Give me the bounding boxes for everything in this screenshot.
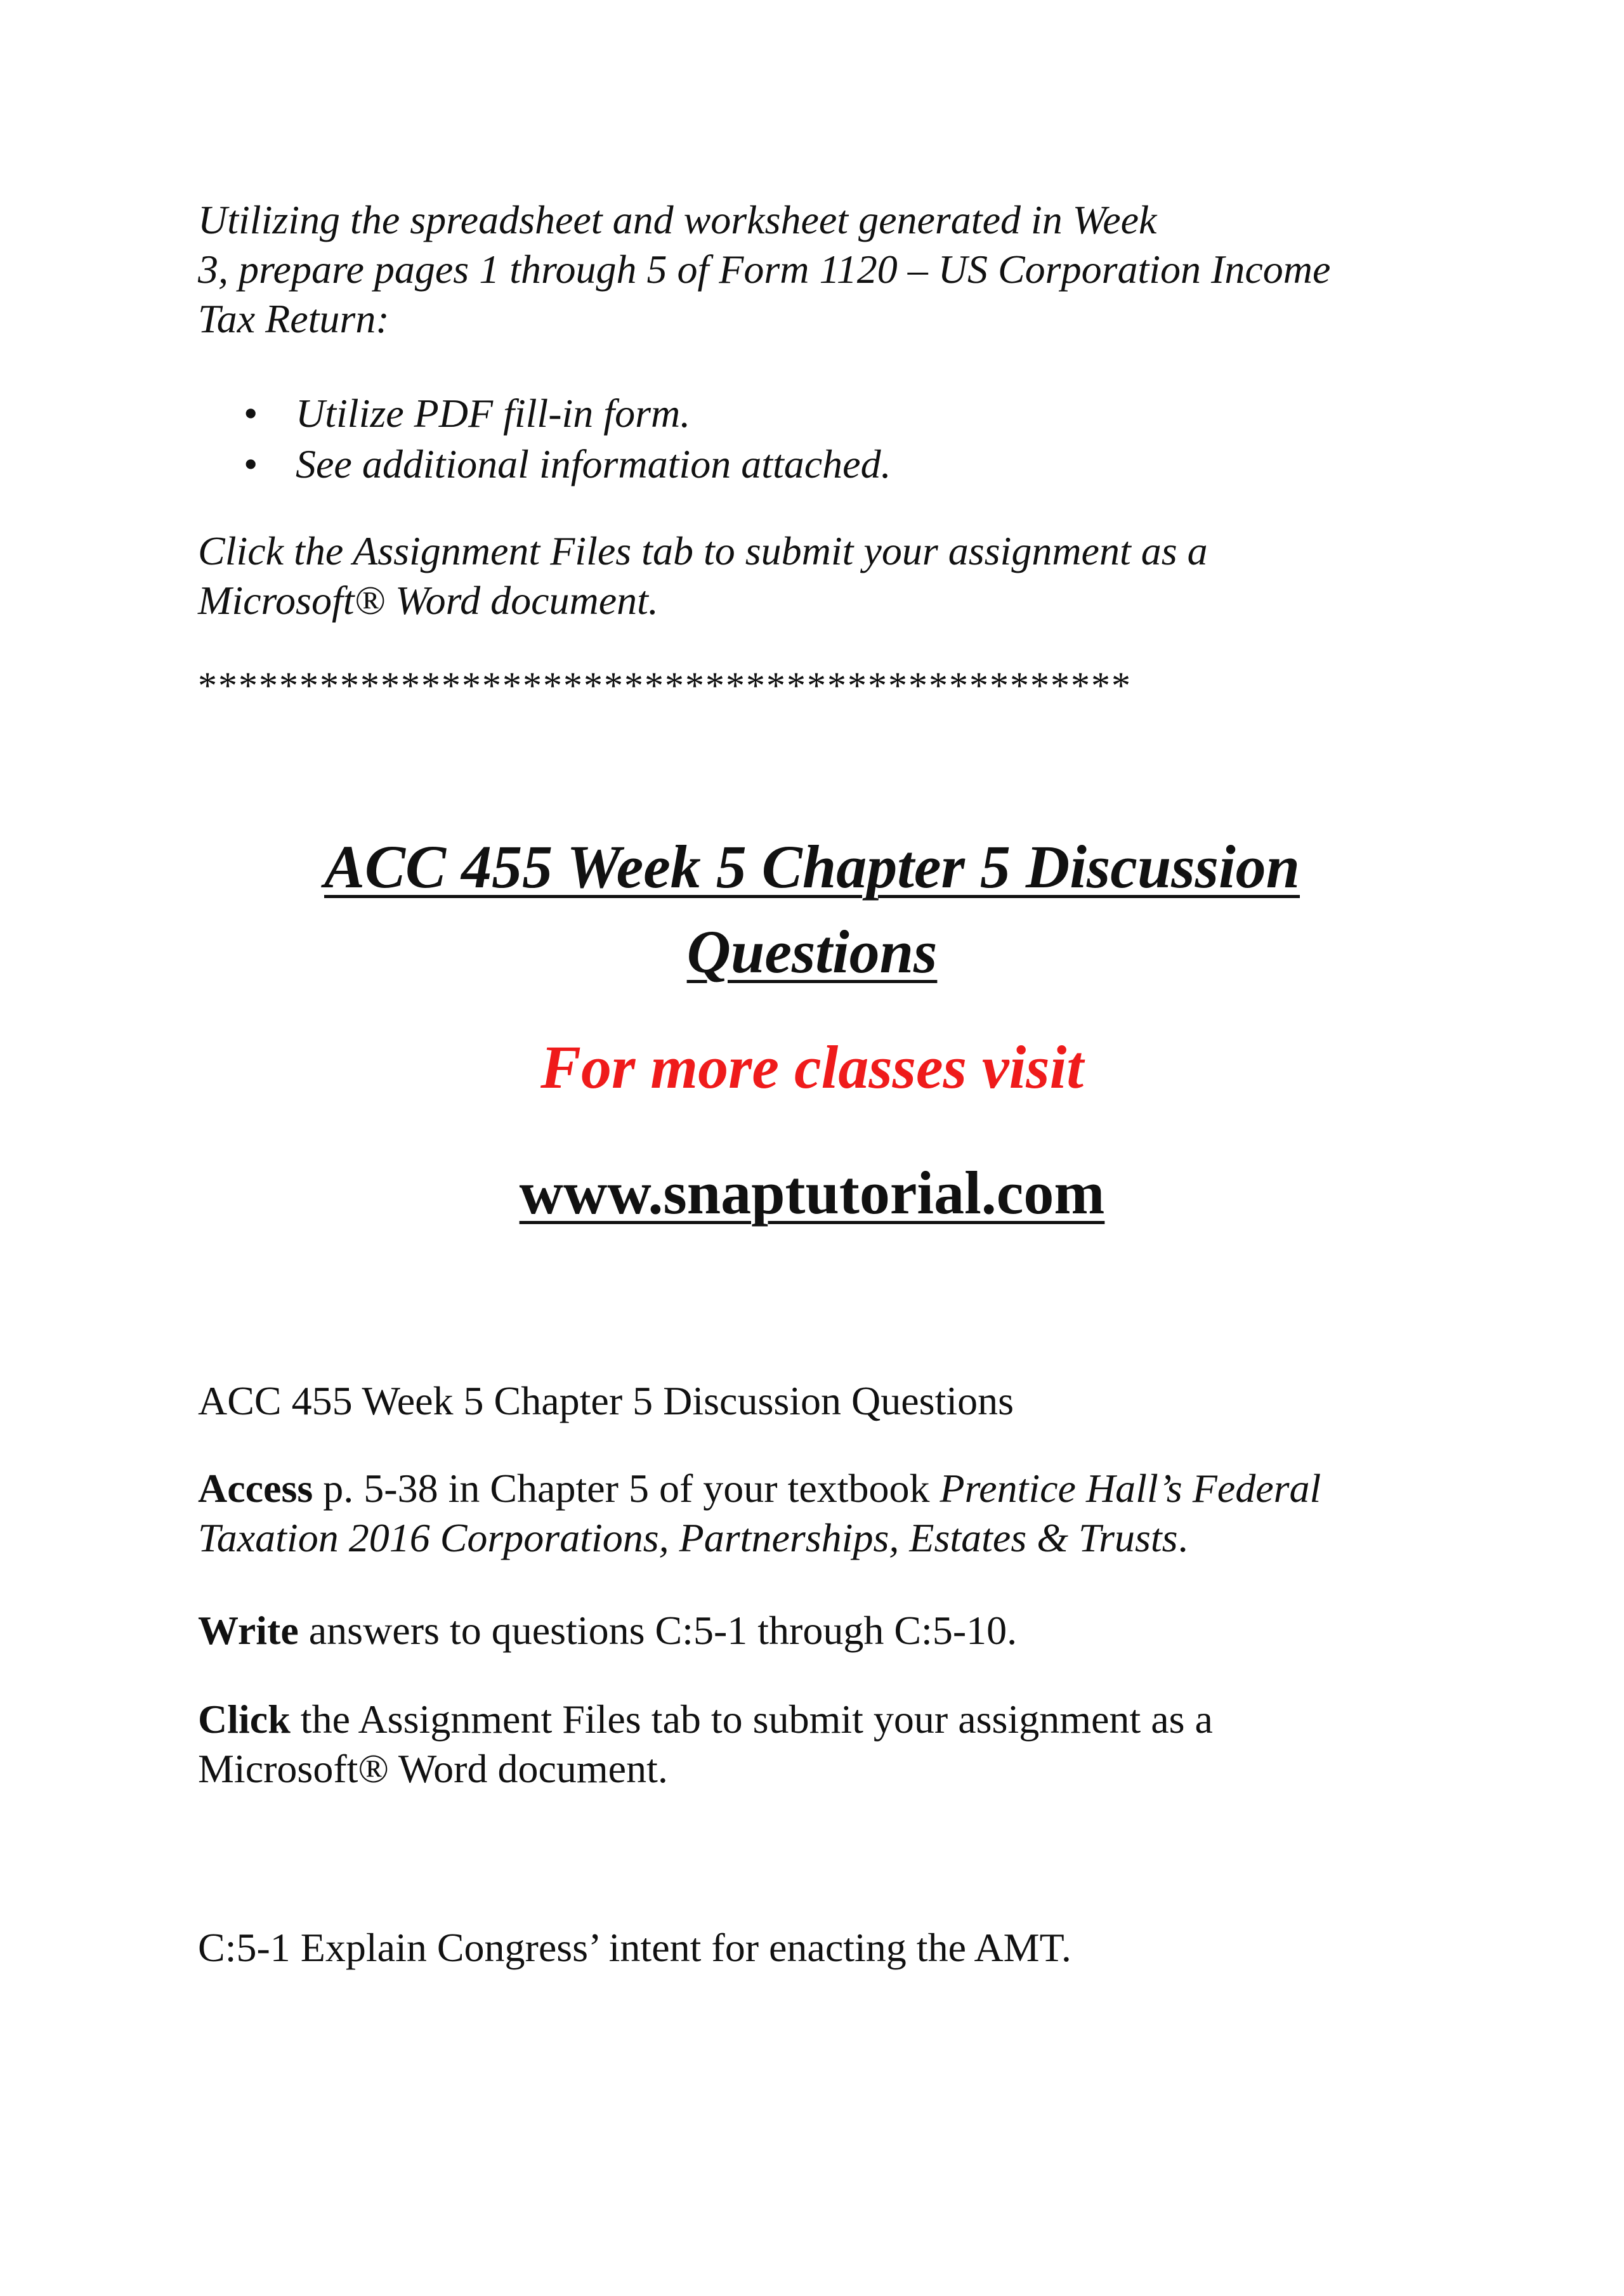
intro-line-2: 3, prepare pages 1 through 5 of Form 1120 – US Corporation Income xyxy=(198,247,1331,292)
write-text: answers to questions C:5-1 through C:5-10. xyxy=(298,1608,1018,1653)
promo-text: For more classes visit xyxy=(540,1033,1084,1101)
intro-paragraph xyxy=(198,195,1467,344)
click-line-2: Microsoft® Word document. xyxy=(198,1746,668,1791)
book-title-line-1: Prentice Hall’s Federal xyxy=(940,1466,1321,1511)
page-title-line-1: ACC 455 Week 5 Chapter 5 Discussion xyxy=(324,833,1300,901)
intro-line-1: Utilizing the spreadsheet and worksheet generated in Week xyxy=(198,197,1157,242)
access-lead: Access xyxy=(198,1466,313,1511)
page-title xyxy=(190,825,1434,995)
list-item xyxy=(198,439,1467,490)
click-lead: Click xyxy=(198,1697,291,1742)
bullet-icon: • xyxy=(244,391,258,436)
list-item xyxy=(198,388,1467,439)
list-item-text: See additional information attached. xyxy=(296,441,891,486)
question-1: C:5-1 Explain Congress’ intent for enacting the AMT. xyxy=(198,1925,1071,1970)
page-title-line-2: Questions xyxy=(686,918,938,986)
write-paragraph xyxy=(198,1606,1467,1655)
course-title: ACC 455 Week 5 Chapter 5 Discussion Questions xyxy=(198,1378,1014,1423)
submit-note-line-2: Microsoft® Word document. xyxy=(198,578,658,623)
click-line-1: the Assignment Files tab to submit your assignment as a xyxy=(290,1697,1213,1742)
write-lead: Write xyxy=(198,1608,299,1653)
asterisk-separator: ********************************************** xyxy=(198,665,1132,707)
book-title-line-2: Taxation 2016 Corporations, Partnerships, Estates & Trusts xyxy=(198,1515,1178,1560)
submit-note-line-1: Click the Assignment Files tab to submit your assignment as a xyxy=(198,528,1208,573)
access-paragraph xyxy=(198,1464,1467,1563)
click-paragraph xyxy=(198,1695,1467,1794)
instruction-list xyxy=(198,388,1467,490)
access-end: . xyxy=(1177,1515,1188,1560)
list-item-text: Utilize PDF fill-in form. xyxy=(296,391,691,436)
website-link[interactable]: www.snaptutorial.com xyxy=(519,1159,1105,1227)
bullet-icon: • xyxy=(244,441,258,486)
submit-note-italic xyxy=(198,526,1467,625)
intro-line-3: Tax Return: xyxy=(198,296,390,341)
access-text: p. 5-38 in Chapter 5 of your textbook xyxy=(313,1466,940,1511)
